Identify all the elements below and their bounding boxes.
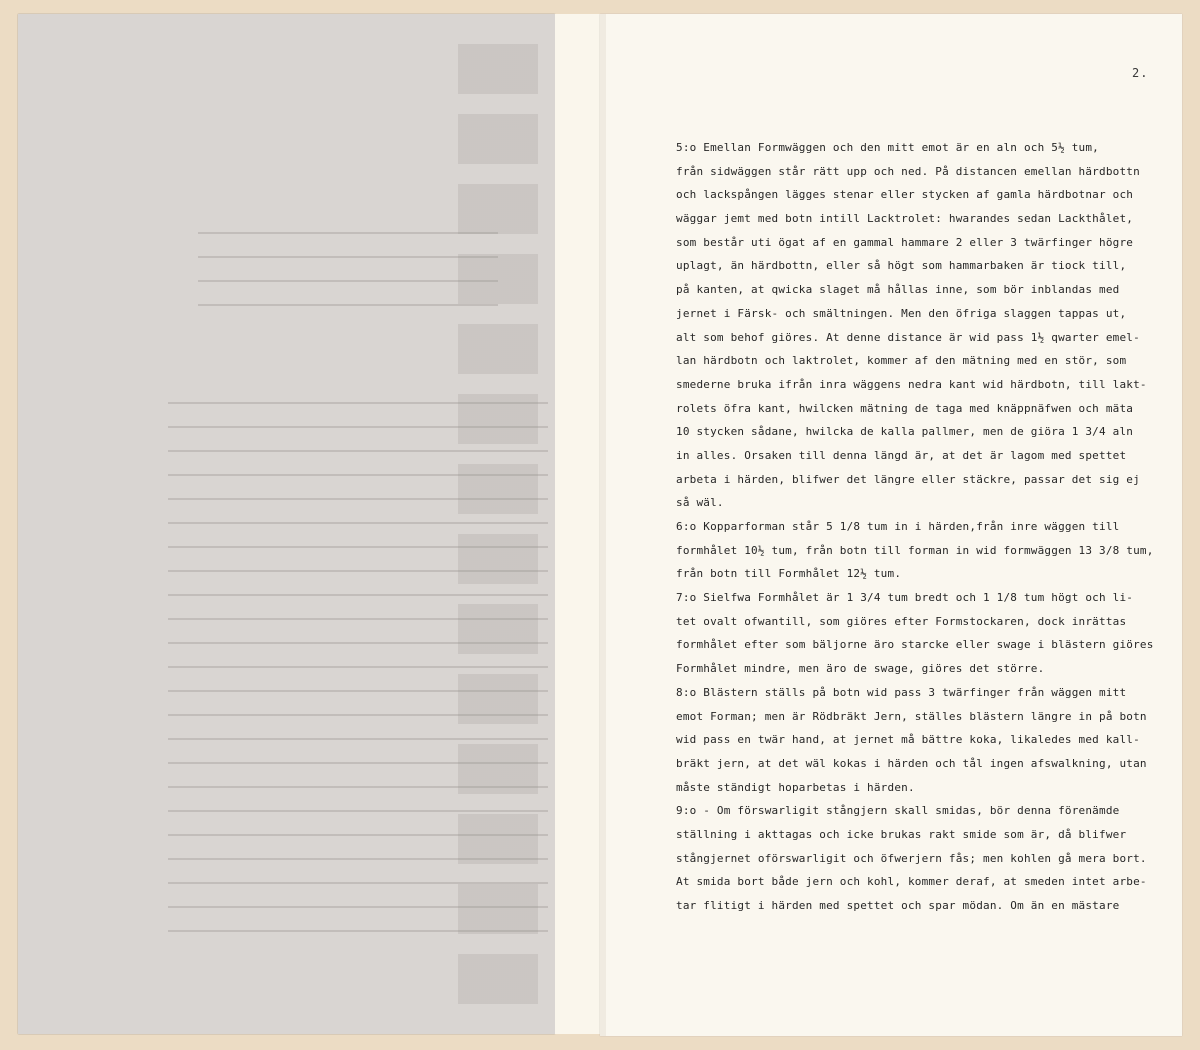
- text-line: måste ständigt hoparbetas i härden.: [676, 780, 915, 794]
- text-line: in alles. Orsaken till denna längd är, at det är lagom med spettet: [676, 448, 1127, 462]
- left-page-reverse-side: [18, 14, 555, 1034]
- text-line: formhålet 10½ tum, från botn till forman in wid formwäggen 13 3/8 tum,: [676, 543, 1154, 557]
- text-line: som består uti ögat af en gammal hammare 2 eller 3 twärfinger högre: [676, 235, 1134, 249]
- text-line: 9:o - Om förswarligit stångjern skall smidas, bör denna förenämde: [676, 804, 1120, 818]
- text-line: rolets öfra kant, hwilcken mätning de taga med knäppnäfwen och mäta: [676, 401, 1134, 415]
- text-line: 10 stycken sådane, hwilcka de kalla pallmer, men de giöra 1 3/4 aln: [676, 425, 1134, 439]
- text-line: och lackspången lägges stenar eller stycken af gamla härdbotnar och: [676, 188, 1134, 202]
- text-line: stångjernet oförswarligit och öfwerjern fås; men kohlen gå mera bort.: [676, 851, 1147, 865]
- text-line: alt som behof giöres. At denne distance är wid pass 1½ qwarter emel-: [676, 330, 1140, 344]
- text-line: wid pass en twär hand, at jernet må bättre koka, likaledes med kall-: [676, 733, 1140, 747]
- show-through-text: [168, 384, 548, 944]
- page-edge-shadow: [600, 14, 606, 1036]
- text-line: ställning i akttagas och icke brukas rakt smide som är, då blifwer: [676, 827, 1127, 841]
- show-through-text-top: [198, 214, 498, 314]
- text-line: från botn till Formhålet 12½ tum.: [676, 567, 902, 581]
- text-line: 5:o Emellan Formwäggen och den mitt emot är en aln och 5½ tum,: [676, 141, 1099, 154]
- text-line: bräkt jern, at det wäl kokas i härden och tål ingen afswalkning, utan: [676, 756, 1147, 770]
- text-line: 7:o Sielfwa Formhålet är 1 3/4 tum bredt och 1 1/8 tum högt och li-: [676, 591, 1134, 605]
- text-line: formhålet efter som bäljorne äro starcke eller swage i blästern giöres: [676, 638, 1154, 652]
- text-line: lan härdbotn och laktrolet, kommer af den mätning med en stör, som: [676, 354, 1127, 368]
- text-line: 8:o Blästern ställs på botn wid pass 3 twärfinger från wäggen mitt: [676, 685, 1127, 699]
- text-line: smederne bruka ifrån inra wäggens nedra kant wid härdbotn, till lakt-: [676, 377, 1147, 391]
- text-line: uplagt, än härdbottn, eller så högt som hammarbaken är tiock till,: [676, 259, 1127, 273]
- text-line: på kanten, at qwicka slaget må hållas inne, som bör inblandas med: [676, 283, 1120, 297]
- text-line: 6:o Kopparforman står 5 1/8 tum in i härden,från inre wäggen till: [676, 520, 1120, 533]
- book-gutter: [555, 14, 600, 1034]
- page-number: 2.: [1132, 66, 1149, 80]
- text-line: från sidwäggen står rätt upp och ned. På distancen emellan härdbottn: [676, 164, 1140, 178]
- text-line: tar flitigt i härden med spettet och spar mödan. Om än en mästare: [676, 899, 1120, 912]
- text-line: tet ovalt ofwantill, som giöres efter Formstockaren, dock inrättas: [676, 614, 1127, 628]
- right-page: [600, 14, 1182, 1036]
- typewritten-text: [676, 136, 1176, 918]
- text-line: At smida bort både jern och kohl, kommer deraf, at smeden intet arbe-: [676, 875, 1147, 889]
- text-line: emot Forman; men är Rödbräkt Jern, ställes blästern längre in på botn: [676, 709, 1147, 723]
- text-line: Formhålet mindre, men äro de swage, giöres det större.: [676, 662, 1045, 676]
- text-line: så wäl.: [676, 496, 724, 510]
- text-line: jernet i Färsk- och smältningen. Men den öfriga slaggen tappas ut,: [676, 306, 1127, 320]
- text-line: wäggar jemt med botn intill Lacktrolet: hwarandes sedan Lackthålet,: [676, 212, 1134, 226]
- text-line: arbeta i härden, blifwer det längre eller stäckre, passar det sig ej: [676, 472, 1140, 486]
